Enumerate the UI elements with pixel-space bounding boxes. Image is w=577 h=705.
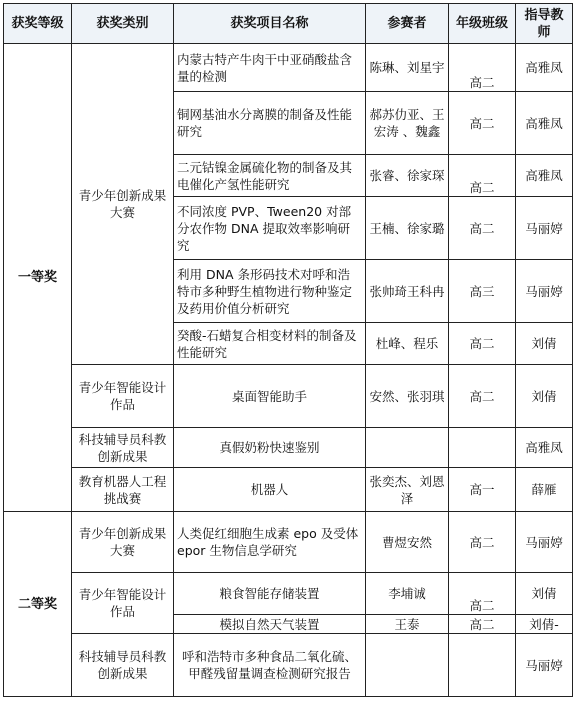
grade-cell: 高二: [449, 365, 516, 428]
grade-cell: [449, 428, 516, 468]
participants-cell: 王泰: [366, 615, 449, 634]
project-cell: 粮食智能存储装置: [174, 573, 366, 615]
participants-cell: 张睿、徐家琛: [366, 155, 449, 197]
project-cell: 利用 DNA 条形码技术对呼和浩特市多种野生植物进行物种鉴定及药用价值分析研究: [174, 260, 366, 323]
grade-cell: 高二: [449, 44, 516, 92]
project-cell: 铜网基油水分离膜的制备及性能研究: [174, 92, 366, 155]
participants-cell: 李埔诚: [366, 573, 449, 615]
project-cell: 癸酸-石蜡复合相变材料的制备及性能研究: [174, 323, 366, 365]
participants-cell: 陈琳、刘星宇: [366, 44, 449, 92]
grade-cell: [449, 634, 516, 697]
advisor-cell: 高雅凤: [516, 44, 573, 92]
advisor-cell: 刘倩: [516, 573, 573, 615]
grade-cell: 高一: [449, 468, 516, 512]
advisor-cell: 马丽婷: [516, 197, 573, 260]
grade-cell: 高二: [449, 197, 516, 260]
table-row: [4, 573, 573, 615]
project-cell: 真假奶粉快速鉴别: [174, 428, 366, 468]
participants-cell: 曹煜安然: [366, 512, 449, 573]
header-level: 获奖等级: [4, 4, 72, 44]
header-participants: 参赛者: [366, 4, 449, 44]
header-project: 获奖项目名称: [174, 4, 366, 44]
table-row: [4, 44, 573, 92]
participants-cell: [366, 634, 449, 697]
advisor-cell: 刘倩: [516, 365, 573, 428]
prize-level-first: 一等奖: [4, 44, 72, 512]
advisor-cell: 马丽婷: [516, 634, 573, 697]
grade-cell: 高二: [449, 512, 516, 573]
participants-cell: 张奕杰、刘恩泽: [366, 468, 449, 512]
table-row: [4, 468, 573, 512]
project-cell: 桌面智能助手: [174, 365, 366, 428]
header-advisor: 指导教师: [516, 4, 573, 44]
advisor-cell: 马丽婷: [516, 260, 573, 323]
project-cell: 不同浓度 PVP、Tween20 对部分农作物 DNA 提取效率影响研究: [174, 197, 366, 260]
project-cell: 呼和浩特市多种食品二氧化硫、甲醛残留量调查检测研究报告: [174, 634, 366, 697]
header-grade: 年级班级: [449, 4, 516, 44]
header-category: 获奖类别: [72, 4, 174, 44]
grade-cell: 高二: [449, 92, 516, 155]
project-cell: 机器人: [174, 468, 366, 512]
advisor-cell: 马丽婷: [516, 512, 573, 573]
advisor-cell: 高雅凤: [516, 155, 573, 197]
awards-table: [3, 3, 573, 697]
grade-cell: 高二: [449, 323, 516, 365]
header-row: [4, 4, 573, 44]
participants-cell: 杜峰、程乐: [366, 323, 449, 365]
participants-cell: [366, 428, 449, 468]
project-cell: 人类促红细胞生成素 epo 及受体 epor 生物信息学研究: [174, 512, 366, 573]
grade-cell: 高二: [449, 155, 516, 197]
project-cell: 模拟自然天气装置: [174, 615, 366, 634]
participants-cell: 郝苏仂亚、王宏涛 、魏鑫: [366, 92, 449, 155]
participants-cell: 安然、张羽琪: [366, 365, 449, 428]
category-cell: 青少年创新成果大赛: [72, 512, 174, 573]
grade-cell: 高二: [449, 615, 516, 634]
advisor-cell: 高雅凤: [516, 92, 573, 155]
category-cell: 教育机器人工程挑战赛: [72, 468, 174, 512]
category-cell: 青少年创新成果大赛: [72, 44, 174, 365]
advisor-cell: 刘倩: [516, 323, 573, 365]
table-row: [4, 512, 573, 573]
category-cell: 青少年智能设计作品: [72, 365, 174, 428]
advisor-cell: 高雅凤: [516, 428, 573, 468]
grade-cell: 高三: [449, 260, 516, 323]
table-row: [4, 428, 573, 468]
grade-cell: 高二: [449, 573, 516, 615]
category-cell: 科技辅导员科教创新成果: [72, 428, 174, 468]
advisor-cell: 刘倩-: [516, 615, 573, 634]
participants-cell: 王楠、徐家璐: [366, 197, 449, 260]
project-cell: 内蒙古特产牛肉干中亚硝酸盐含量的检测: [174, 44, 366, 92]
project-cell: 二元钴镍金属硫化物的制备及其电催化产氢性能研究: [174, 155, 366, 197]
table-row: [4, 634, 573, 697]
participants-cell: 张帅琦王科冉: [366, 260, 449, 323]
category-cell: 科技辅导员科教创新成果: [72, 634, 174, 697]
table-row: [4, 365, 573, 428]
prize-level-second: 二等奖: [4, 512, 72, 697]
advisor-cell: 薛雁: [516, 468, 573, 512]
category-cell: 青少年智能设计作品: [72, 573, 174, 634]
